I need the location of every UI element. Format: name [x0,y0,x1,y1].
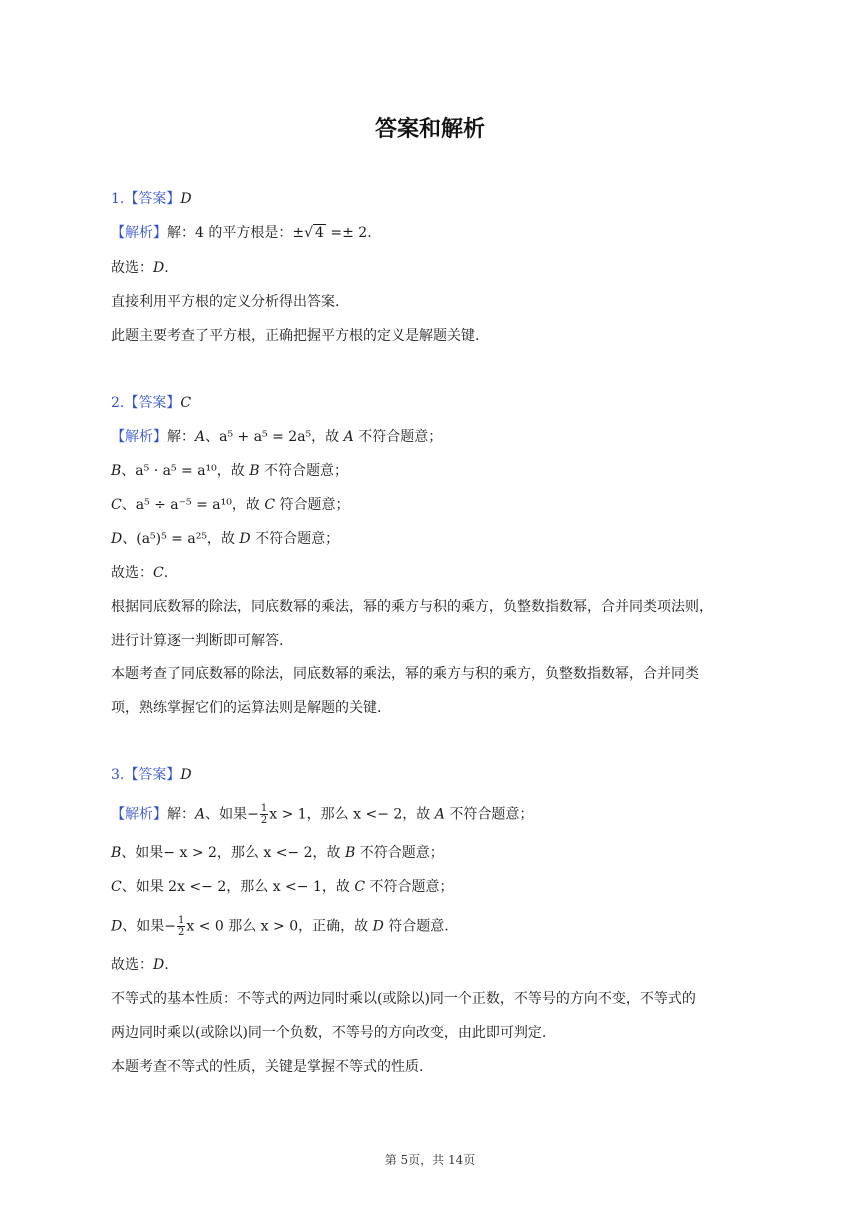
q1-number: 1. [111,191,125,207]
q2-choose-prefix: 故选： [111,565,153,581]
q2-a-expr: 、a⁵ + a⁵ = 2a⁵， [205,429,326,445]
q3-b-tail-2: 不符合题意； [355,845,444,861]
q2-b-expr: 、a⁵ · a⁵ = a¹⁰， [121,463,231,479]
q3-c-expr: 、如果 2x <− 2，那么 x <− 1， [121,879,336,895]
sqrt-sign: √ [304,225,314,241]
q2-summary-1: 本题考查了同底数幂的除法，同底数幂的乘法，幂的乘方与积的乘方，负整数指数幂，合并同类 [111,666,699,682]
q1-choose-prefix: 故选： [111,260,153,276]
q2-method-2: 进行计算逐一判断即可解答. [111,633,284,649]
q3-summary: 本题考查不等式的性质，关键是掌握不等式的性质. [111,1059,424,1075]
q1-solution-prefix: 解：4 的平方根是：± [167,225,305,241]
q2-analysis-tag: 【解析】 [111,429,167,445]
q2-choose-var: C [153,565,164,581]
q3-line-b [111,843,444,863]
q3-c-var: C [111,879,122,895]
page-footer: 第 5页，共 14页 [384,1153,476,1167]
q2-number: 2. [111,395,125,411]
q2-answer-line [111,393,191,413]
q3-method-2: 两边同时乘以(或除以)同一个负数，不等号的方向改变，由此即可判定. [111,1025,547,1041]
q2-choose-suffix: . [163,565,169,581]
q1-sqrt-argument: 4 [315,225,324,241]
q3-answer: D [180,767,192,783]
q2-b-var: B [111,463,122,479]
q2-a-var: A [195,429,206,445]
q2-b-tail-1: 故 [230,463,250,479]
q2-choose-line [111,563,168,583]
q2-c-var: C [111,497,122,513]
q3-b-tail-1: 故 [326,845,345,861]
q3-line-c [111,877,453,897]
q2-d-tail-1: 故 [220,531,240,547]
q2-c-tail-1: 故 [245,497,265,513]
q3-number: 3. [111,767,125,783]
q3-a-var: A [195,806,206,823]
q3-d-fraction [177,915,185,938]
q2-answer-tag: 【答案】 [124,395,181,411]
q2-c-tail-var: C [264,497,276,513]
q3-d-expr: x < 0 那么 x > 0，正确， [186,918,355,935]
q3-line-a [111,803,533,826]
fraction-denominator: 2 [260,815,268,826]
q3-line-d [111,915,449,938]
q2-a-tail-var: A [343,429,354,445]
q1-choose-var: D [153,260,165,276]
q2-answer: C [180,395,192,411]
q3-choose-suffix: . [164,957,169,973]
q3-choose-var: D [153,957,165,973]
q3-d-tail-2: 符合题意. [383,918,449,935]
q3-c-tail-1: 故 [335,879,355,895]
q1-choose-suffix: . [164,260,169,276]
q3-a-tail-2: 不符合题意； [444,806,534,823]
q1-answer-line [111,189,192,209]
q3-b-expr: 、如果− x > 2，那么 x <− 2， [121,845,327,861]
q3-b-tail-var: B [344,845,356,861]
q2-b-tail-var: B [249,463,260,479]
q3-d-tail-1: 故 [354,918,373,935]
q3-a-expr: x > 1，那么 x <− 2， [269,806,417,823]
q3-c-tail-var: C [354,879,366,895]
q3-d-tail-var: D [372,918,384,935]
q2-d-tail-2: 不符合题意； [250,531,340,547]
q2-method-1: 根据同底数幂的除法，同底数幂的乘法，幂的乘方与积的乘方，负整数指数幂，合并同类项法则， [111,599,713,615]
q3-a-tail-var: A [434,806,445,823]
q3-answer-tag: 【答案】 [124,767,181,783]
page-title: 答案和解析 [374,117,485,142]
q3-d-var: D [111,918,123,935]
q2-d-expr: 、(a⁵)⁵ = a²⁵， [122,531,221,547]
q2-a-tail-2: 不符合题意； [353,429,443,445]
q2-d-tail-var: D [239,531,251,547]
q1-choose-line [111,258,169,278]
q3-a-tail-1: 故 [416,806,435,823]
q2-line-a [111,427,442,447]
q1-summary: 此题主要考查了平方根，正确把握平方根的定义是解题关键. [111,328,480,344]
q3-d-mid: 、如果− [122,918,176,935]
q1-answer: D [180,191,192,207]
q3-choose-prefix: 故选： [111,957,153,973]
fraction-numerator: 1 [260,803,268,814]
q2-line-b [111,461,348,481]
q3-analysis-tag: 【解析】 [111,806,167,823]
q2-line-c [111,495,349,515]
fraction-denominator: 2 [177,927,185,938]
q1-analysis-tag: 【解析】 [111,225,167,241]
q2-c-tail-2: 符合题意； [275,497,350,513]
q3-choose-line [111,955,169,975]
q3-c-tail-2: 不符合题意； [365,879,454,895]
q3-a-fraction [260,803,268,826]
q1-method: 直接利用平方根的定义分析得出答案. [111,294,340,310]
q3-method-1: 不等式的基本性质：不等式的两边同时乘以(或除以)同一个正数，不等号的方向不变，不等式的 [111,991,696,1007]
q2-a-tail-1: 故 [325,429,344,445]
q2-line-d [111,529,339,549]
q3-a-mid: 、如果− [205,806,259,823]
q1-answer-tag: 【答案】 [124,191,181,207]
q3-b-var: B [111,845,122,861]
q2-a-prefix: 解： [167,429,195,445]
q2-b-tail-2: 不符合题意； [259,463,348,479]
q3-answer-line [111,765,192,785]
q2-d-var: D [111,531,123,547]
fraction-numerator: 1 [177,915,185,926]
q1-solution-suffix: =± 2. [325,225,372,241]
q2-c-expr: 、a⁵ ÷ a⁻⁵ = a¹⁰， [121,497,246,513]
q3-a-prefix: 解： [167,806,195,823]
q2-summary-2: 项，熟练掌握它们的运算法则是解题的关键. [111,700,382,716]
q1-solution-line [111,223,372,243]
